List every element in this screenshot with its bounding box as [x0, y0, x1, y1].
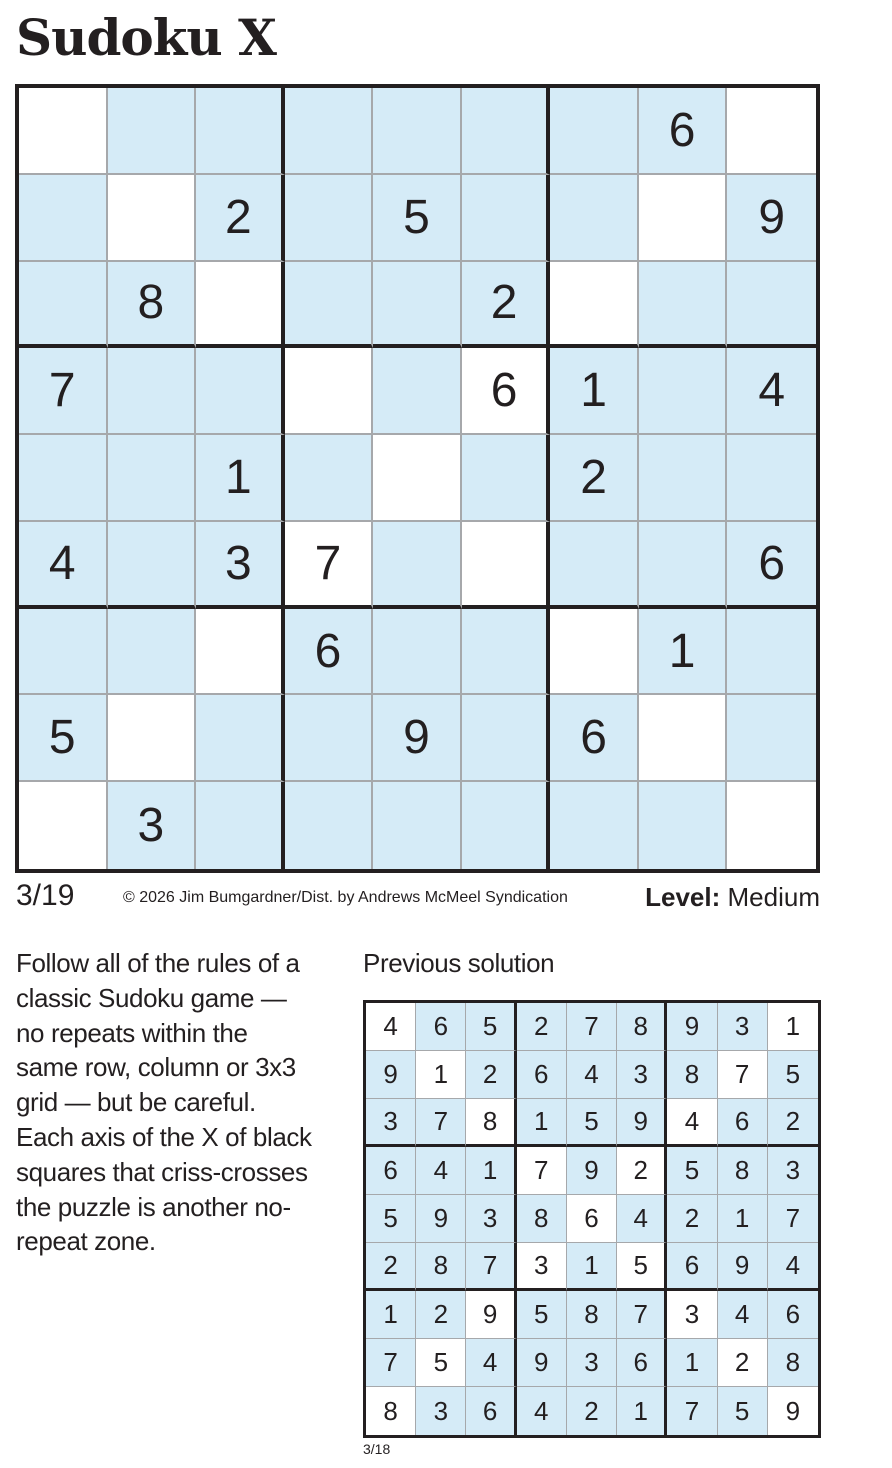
grid-cell-r8c6[interactable] — [462, 695, 551, 782]
grid-cell-r6c7[interactable] — [550, 522, 639, 609]
grid-cell-r6c9[interactable]: 6 — [727, 522, 816, 609]
solution-cell-r6c3: 7 — [466, 1243, 516, 1291]
previous-solution-date: 3/18 — [363, 1441, 391, 1457]
solution-cell-r6c2: 8 — [416, 1243, 466, 1291]
solution-cell-r6c1: 2 — [366, 1243, 416, 1291]
solution-cell-r8c6: 6 — [617, 1339, 667, 1387]
grid-cell-r3c5[interactable] — [373, 262, 462, 349]
grid-cell-r3c3[interactable] — [196, 262, 285, 349]
grid-cell-r4c3[interactable] — [196, 348, 285, 435]
solution-cell-r6c7: 6 — [667, 1243, 717, 1291]
grid-cell-r3c7[interactable] — [550, 262, 639, 349]
solution-cell-r2c1: 9 — [366, 1051, 416, 1099]
grid-cell-r5c2[interactable] — [108, 435, 197, 522]
solution-cell-r5c7: 2 — [667, 1195, 717, 1243]
grid-cell-r6c6[interactable] — [462, 522, 551, 609]
grid-cell-r1c3[interactable] — [196, 88, 285, 175]
solution-cell-r2c5: 4 — [567, 1051, 617, 1099]
solution-cell-r5c3: 3 — [466, 1195, 516, 1243]
solution-cell-r9c1: 8 — [366, 1387, 416, 1435]
solution-cell-r3c8: 6 — [718, 1099, 768, 1147]
solution-cell-r2c8: 7 — [718, 1051, 768, 1099]
solution-cell-r1c4: 2 — [517, 1003, 567, 1051]
grid-cell-r7c3[interactable] — [196, 609, 285, 696]
solution-cell-r3c7: 4 — [667, 1099, 717, 1147]
grid-cell-r2c7[interactable] — [550, 175, 639, 262]
grid-cell-r9c7[interactable] — [550, 782, 639, 869]
grid-cell-r4c9[interactable]: 4 — [727, 348, 816, 435]
grid-cell-r5c6[interactable] — [462, 435, 551, 522]
grid-cell-r5c9[interactable] — [727, 435, 816, 522]
solution-cell-r2c6: 3 — [617, 1051, 667, 1099]
solution-cell-r6c9: 4 — [768, 1243, 818, 1291]
solution-cell-r2c7: 8 — [667, 1051, 717, 1099]
solution-cell-r5c8: 1 — [718, 1195, 768, 1243]
grid-cell-r5c5[interactable] — [373, 435, 462, 522]
grid-cell-r1c2[interactable] — [108, 88, 197, 175]
grid-cell-r2c5[interactable]: 5 — [373, 175, 462, 262]
solution-cell-r1c5: 7 — [567, 1003, 617, 1051]
grid-cell-r7c8[interactable]: 1 — [639, 609, 728, 696]
grid-cell-r6c1[interactable]: 4 — [19, 522, 108, 609]
grid-cell-r7c9[interactable] — [727, 609, 816, 696]
grid-cell-r4c7[interactable]: 1 — [550, 348, 639, 435]
solution-cell-r4c1: 6 — [366, 1147, 416, 1195]
grid-cell-r3c8[interactable] — [639, 262, 728, 349]
grid-cell-r4c2[interactable] — [108, 348, 197, 435]
solution-cell-r7c9: 6 — [768, 1291, 818, 1339]
solution-cell-r1c2: 6 — [416, 1003, 466, 1051]
grid-cell-r5c8[interactable] — [639, 435, 728, 522]
grid-cell-r6c8[interactable] — [639, 522, 728, 609]
grid-cell-r3c2[interactable]: 8 — [108, 262, 197, 349]
grid-cell-r1c1[interactable] — [19, 88, 108, 175]
solution-cell-r8c4: 9 — [517, 1339, 567, 1387]
solution-cell-r9c9: 9 — [768, 1387, 818, 1435]
solution-cell-r3c3: 8 — [466, 1099, 516, 1147]
grid-cell-r1c6[interactable] — [462, 88, 551, 175]
grid-cell-r3c6[interactable]: 2 — [462, 262, 551, 349]
solution-cell-r4c9: 3 — [768, 1147, 818, 1195]
grid-cell-r4c5[interactable] — [373, 348, 462, 435]
solution-cell-r1c8: 3 — [718, 1003, 768, 1051]
grid-cell-r7c7[interactable] — [550, 609, 639, 696]
solution-cell-r3c1: 3 — [366, 1099, 416, 1147]
solution-cell-r6c6: 5 — [617, 1243, 667, 1291]
grid-cell-r6c3[interactable]: 3 — [196, 522, 285, 609]
solution-cell-r5c6: 4 — [617, 1195, 667, 1243]
grid-cell-r4c1[interactable]: 7 — [19, 348, 108, 435]
copyright-notice: © 2026 Jim Bumgardner/Dist. by Andrews McMeel Syndication — [123, 889, 568, 906]
grid-cell-r8c4[interactable] — [285, 695, 374, 782]
previous-solution-title: Previous solution — [363, 948, 555, 978]
solution-cell-r2c2: 1 — [416, 1051, 466, 1099]
grid-cell-r5c4[interactable] — [285, 435, 374, 522]
solution-cell-r9c2: 3 — [416, 1387, 466, 1435]
solution-cell-r8c2: 5 — [416, 1339, 466, 1387]
solution-cell-r7c7: 3 — [667, 1291, 717, 1339]
solution-cell-r7c1: 1 — [366, 1291, 416, 1339]
solution-cell-r4c8: 8 — [718, 1147, 768, 1195]
solution-cell-r7c4: 5 — [517, 1291, 567, 1339]
solution-cell-r4c6: 2 — [617, 1147, 667, 1195]
grid-cell-r9c5[interactable] — [373, 782, 462, 869]
instructions-text: Follow all of the rules of a classic Sudoku game — no repeats within the same row, column or 3x3 grid — but be careful. Each axis of the X of black squares that criss-crosses the puzzle is another no-repeat zone. — [16, 948, 312, 1257]
solution-cell-r7c8: 4 — [718, 1291, 768, 1339]
solution-cell-r5c5: 6 — [567, 1195, 617, 1243]
solution-cell-r2c4: 6 — [517, 1051, 567, 1099]
grid-cell-r9c4[interactable] — [285, 782, 374, 869]
grid-cell-r3c9[interactable] — [727, 262, 816, 349]
difficulty-level — [645, 880, 820, 914]
grid-cell-r9c1[interactable] — [19, 782, 108, 869]
grid-cell-r1c4[interactable] — [285, 88, 374, 175]
grid-cell-r8c2[interactable] — [108, 695, 197, 782]
solution-cell-r9c8: 5 — [718, 1387, 768, 1435]
puzzle-title: Sudoku X — [16, 8, 276, 67]
grid-cell-r9c3[interactable] — [196, 782, 285, 869]
solution-cell-r4c7: 5 — [667, 1147, 717, 1195]
grid-cell-r1c9[interactable] — [727, 88, 816, 175]
solution-cell-r1c1: 4 — [366, 1003, 416, 1051]
solution-cell-r4c5: 9 — [567, 1147, 617, 1195]
solution-cell-r9c6: 1 — [617, 1387, 667, 1435]
grid-cell-r5c1[interactable] — [19, 435, 108, 522]
solution-cell-r5c9: 7 — [768, 1195, 818, 1243]
grid-cell-r7c6[interactable] — [462, 609, 551, 696]
solution-cell-r3c6: 9 — [617, 1099, 667, 1147]
grid-cell-r1c7[interactable] — [550, 88, 639, 175]
solution-cell-r8c7: 1 — [667, 1339, 717, 1387]
solution-cell-r4c3: 1 — [466, 1147, 516, 1195]
solution-cell-r3c9: 2 — [768, 1099, 818, 1147]
solution-cell-r3c5: 5 — [567, 1099, 617, 1147]
solution-cell-r1c7: 9 — [667, 1003, 717, 1051]
grid-cell-r2c2[interactable] — [108, 175, 197, 262]
solution-cell-r9c3: 6 — [466, 1387, 516, 1435]
solution-cell-r7c6: 7 — [617, 1291, 667, 1339]
solution-cell-r7c2: 2 — [416, 1291, 466, 1339]
sudoku-grid — [15, 84, 820, 873]
solution-cell-r1c3: 5 — [466, 1003, 516, 1051]
solution-cell-r9c5: 2 — [567, 1387, 617, 1435]
solution-cell-r6c8: 9 — [718, 1243, 768, 1291]
solution-cell-r8c5: 3 — [567, 1339, 617, 1387]
solution-cell-r9c7: 7 — [667, 1387, 717, 1435]
grid-cell-r4c4[interactable] — [285, 348, 374, 435]
grid-cell-r7c4[interactable]: 6 — [285, 609, 374, 696]
grid-cell-r8c8[interactable] — [639, 695, 728, 782]
grid-cell-r1c5[interactable] — [373, 88, 462, 175]
solution-cell-r6c4: 3 — [517, 1243, 567, 1291]
grid-cell-r9c8[interactable] — [639, 782, 728, 869]
grid-cell-r4c6[interactable]: 6 — [462, 348, 551, 435]
level-value: Medium — [727, 882, 820, 912]
grid-cell-r6c5[interactable] — [373, 522, 462, 609]
grid-cell-r5c7[interactable]: 2 — [550, 435, 639, 522]
grid-cell-r8c5[interactable]: 9 — [373, 695, 462, 782]
solution-cell-r5c1: 5 — [366, 1195, 416, 1243]
grid-cell-r6c2[interactable] — [108, 522, 197, 609]
grid-cell-r2c3[interactable]: 2 — [196, 175, 285, 262]
solution-cell-r6c5: 1 — [567, 1243, 617, 1291]
grid-cell-r9c6[interactable] — [462, 782, 551, 869]
grid-cell-r4c8[interactable] — [639, 348, 728, 435]
grid-cell-r7c5[interactable] — [373, 609, 462, 696]
solution-cell-r7c5: 8 — [567, 1291, 617, 1339]
grid-cell-r7c2[interactable] — [108, 609, 197, 696]
solution-cell-r2c3: 2 — [466, 1051, 516, 1099]
grid-cell-r8c7[interactable]: 6 — [550, 695, 639, 782]
grid-cell-r2c8[interactable] — [639, 175, 728, 262]
solution-cell-r2c9: 5 — [768, 1051, 818, 1099]
grid-cell-r2c6[interactable] — [462, 175, 551, 262]
previous-solution-grid — [363, 1000, 821, 1438]
grid-cell-r2c1[interactable] — [19, 175, 108, 262]
solution-cell-r4c2: 4 — [416, 1147, 466, 1195]
solution-cell-r5c4: 8 — [517, 1195, 567, 1243]
solution-cell-r8c1: 7 — [366, 1339, 416, 1387]
solution-cell-r1c6: 8 — [617, 1003, 667, 1051]
level-label: Level: — [645, 882, 721, 912]
solution-cell-r9c4: 4 — [517, 1387, 567, 1435]
grid-cell-r3c4[interactable] — [285, 262, 374, 349]
solution-cell-r8c8: 2 — [718, 1339, 768, 1387]
solution-cell-r3c4: 1 — [517, 1099, 567, 1147]
solution-cell-r7c3: 9 — [466, 1291, 516, 1339]
grid-cell-r8c3[interactable] — [196, 695, 285, 782]
solution-cell-r8c9: 8 — [768, 1339, 818, 1387]
grid-cell-r2c4[interactable] — [285, 175, 374, 262]
solution-cell-r4c4: 7 — [517, 1147, 567, 1195]
solution-cell-r1c9: 1 — [768, 1003, 818, 1051]
grid-cell-r2c9[interactable]: 9 — [727, 175, 816, 262]
grid-cell-r5c3[interactable]: 1 — [196, 435, 285, 522]
solution-cell-r3c2: 7 — [416, 1099, 466, 1147]
grid-cell-r8c9[interactable] — [727, 695, 816, 782]
grid-cell-r1c8[interactable]: 6 — [639, 88, 728, 175]
grid-cell-r8c1[interactable]: 5 — [19, 695, 108, 782]
grid-cell-r3c1[interactable] — [19, 262, 108, 349]
grid-cell-r7c1[interactable] — [19, 609, 108, 696]
grid-cell-r9c9[interactable] — [727, 782, 816, 869]
puzzle-date: 3/19 — [16, 879, 75, 912]
grid-cell-r6c4[interactable]: 7 — [285, 522, 374, 609]
grid-cell-r9c2[interactable]: 3 — [108, 782, 197, 869]
solution-cell-r5c2: 9 — [416, 1195, 466, 1243]
solution-cell-r8c3: 4 — [466, 1339, 516, 1387]
